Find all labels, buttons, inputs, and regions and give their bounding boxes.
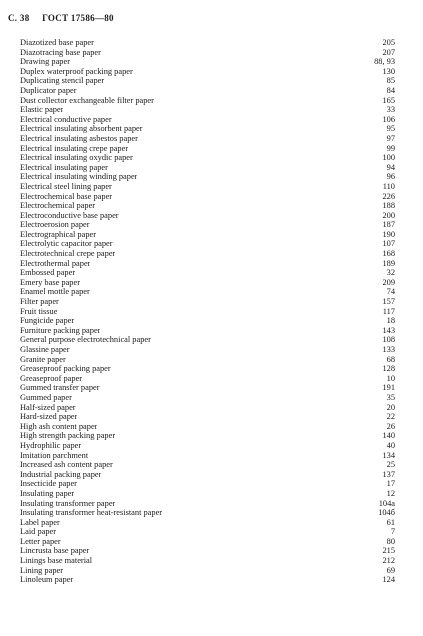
index-entry — [20, 412, 395, 422]
index-entry — [20, 76, 395, 86]
index-entry — [20, 153, 395, 163]
entry-reference-number: 99 — [386, 143, 395, 153]
entry-reference-number: 130 — [382, 66, 395, 76]
index-entry — [20, 124, 395, 134]
index-entry — [20, 383, 395, 393]
index-entry — [20, 144, 395, 154]
index-entry — [20, 422, 395, 432]
index-entry — [20, 546, 395, 556]
entry-term: Gummed transfer paper — [20, 383, 100, 393]
entry-term: Insulating transformer heat-resistant paper — [20, 508, 163, 518]
index-entry — [20, 441, 395, 451]
entry-term: Letter paper — [20, 536, 61, 546]
entry-term: Elastic paper — [20, 105, 64, 115]
index-entry — [20, 355, 395, 365]
entry-term: Duplex waterproof packing paper — [20, 66, 133, 76]
entry-reference-number: 69 — [386, 565, 395, 575]
entry-term: Lincrusta base paper — [20, 546, 90, 556]
entry-reference-number: 96 — [386, 172, 395, 182]
entry-reference-number: 17 — [386, 479, 395, 489]
index-entry — [20, 230, 395, 240]
entry-reference-number: 61 — [386, 517, 395, 527]
entry-reference-number: 117 — [382, 306, 395, 316]
entry-reference-number: 212 — [382, 556, 395, 566]
entry-term: Greaseproof packing paper — [20, 364, 111, 374]
entry-reference-number: 157 — [382, 297, 395, 307]
entry-reference-number: 107 — [382, 239, 395, 249]
entry-term: Filter paper — [20, 297, 59, 307]
entry-term: Electrothermal paper — [20, 258, 91, 268]
index-entry — [20, 57, 395, 67]
index-entry — [20, 345, 395, 355]
entry-term: Electroconductive base paper — [20, 210, 119, 220]
entry-term: Electrographical paper — [20, 229, 97, 239]
entry-term: Electrical insulating absorbent paper — [20, 124, 143, 134]
term-index-list — [20, 38, 395, 585]
entry-term: Linoleum paper — [20, 575, 74, 585]
entry-term: Electroerosion paper — [20, 220, 90, 230]
entry-reference-number: 26 — [386, 421, 395, 431]
entry-reference-number: 84 — [386, 85, 395, 95]
entry-reference-number: 134 — [382, 450, 395, 460]
index-entry — [20, 182, 395, 192]
entry-reference-number: 100 — [382, 153, 395, 163]
index-entry — [20, 499, 395, 509]
index-entry — [20, 48, 395, 58]
entry-term: Electrochemical base paper — [20, 191, 113, 201]
index-entry — [20, 67, 395, 77]
index-entry — [20, 489, 395, 499]
page-number: С. 38 — [8, 13, 30, 23]
entry-reference-number: 137 — [382, 469, 395, 479]
entry-term: Electrical insulating oxydic paper — [20, 153, 133, 163]
entry-term: Emery base paper — [20, 277, 80, 287]
page-header — [8, 13, 114, 23]
entry-reference-number: 95 — [386, 124, 395, 134]
index-entry — [20, 518, 395, 528]
entry-term: Hard-sized paper — [20, 412, 78, 422]
entry-reference-number: 140 — [382, 431, 395, 441]
index-entry — [20, 287, 395, 297]
index-entry — [20, 86, 395, 96]
index-entry — [20, 393, 395, 403]
entry-term: Laid paper — [20, 527, 57, 537]
index-entry — [20, 460, 395, 470]
index-entry — [20, 259, 395, 269]
index-entry — [20, 239, 395, 249]
entry-term: Gummed paper — [20, 392, 72, 402]
standard-code: ГОСТ 17586—80 — [42, 13, 114, 23]
entry-term: Electrolytic capacitor paper — [20, 239, 113, 249]
entry-term: Granite paper — [20, 354, 66, 364]
index-entry — [20, 249, 395, 259]
index-entry — [20, 364, 395, 374]
index-entry — [20, 38, 395, 48]
entry-reference-number: 88, 93 — [374, 57, 395, 67]
entry-term: Increased ash content paper — [20, 460, 113, 470]
entry-term: Linings base material — [20, 556, 93, 566]
index-entry — [20, 537, 395, 547]
index-entry — [20, 326, 395, 336]
index-entry — [20, 431, 395, 441]
entry-term: Electrical insulating winding paper — [20, 172, 138, 182]
entry-term: Electrical steel lining paper — [20, 181, 112, 191]
entry-reference-number: 20 — [386, 402, 395, 412]
entry-term: Duplicator paper — [20, 85, 77, 95]
entry-reference-number: 187 — [382, 220, 395, 230]
entry-term: General purpose electrotechnical paper — [20, 335, 151, 345]
index-entry — [20, 403, 395, 413]
entry-term: Embossed paper — [20, 268, 76, 278]
index-entry — [20, 115, 395, 125]
entry-reference-number: 189 — [382, 258, 395, 268]
index-entry — [20, 172, 395, 182]
entry-reference-number: 74 — [386, 287, 395, 297]
entry-reference-number: 35 — [386, 392, 395, 402]
index-entry — [20, 566, 395, 576]
entry-term: Insulating transformer paper — [20, 498, 116, 508]
entry-term: Duplicating stencil paper — [20, 76, 105, 86]
entry-reference-number: 191 — [382, 383, 395, 393]
entry-reference-number: 85 — [386, 76, 395, 86]
index-entry — [20, 163, 395, 173]
index-entry — [20, 316, 395, 326]
index-entry — [20, 479, 395, 489]
index-entry — [20, 527, 395, 537]
entry-reference-number: 97 — [386, 133, 395, 143]
entry-term: Label paper — [20, 517, 60, 527]
index-entry — [20, 278, 395, 288]
index-entry — [20, 307, 395, 317]
entry-term: Fruit tissue — [20, 306, 58, 316]
entry-reference-number: 94 — [386, 162, 395, 172]
index-entry — [20, 556, 395, 566]
entry-reference-number: 12 — [386, 488, 395, 498]
entry-reference-number: 106 — [382, 114, 395, 124]
entry-reference-number: 110 — [382, 181, 395, 191]
entry-reference-number: 165 — [382, 95, 395, 105]
entry-reference-number: 10 — [386, 373, 395, 383]
entry-term: Dust collector exchangeable filter paper — [20, 95, 154, 105]
entry-term: Enamel mottle paper — [20, 287, 90, 297]
entry-reference-number: 32 — [386, 268, 395, 278]
entry-reference-number: 207 — [382, 47, 395, 57]
entry-reference-number: 40 — [386, 440, 395, 450]
entry-term: Glassine paper — [20, 345, 70, 354]
entry-reference-number: 25 — [386, 460, 395, 470]
entry-reference-number: 215 — [382, 546, 395, 556]
entry-reference-number: 33 — [386, 105, 395, 115]
index-entry — [20, 192, 395, 202]
entry-term: High strength packing paper — [20, 431, 116, 441]
entry-term: Lining paper — [20, 565, 64, 575]
entry-term: Insulating paper — [20, 488, 75, 498]
index-entry — [20, 268, 395, 278]
index-entry — [20, 451, 395, 461]
entry-reference-number: 80 — [386, 536, 395, 546]
entry-reference-number: 104a — [378, 498, 395, 508]
index-entry — [20, 220, 395, 230]
entry-term: Diazotized base paper — [20, 38, 94, 47]
entry-reference-number: 143 — [382, 325, 395, 335]
entry-reference-number: 128 — [382, 364, 395, 374]
index-entry — [20, 211, 395, 221]
entry-term: Insecticide paper — [20, 479, 77, 489]
entry-reference-number: 7 — [390, 527, 395, 537]
entry-term: Electrical conductive paper — [20, 114, 112, 124]
index-entry — [20, 105, 395, 115]
entry-term: Imitation parchment — [20, 450, 89, 460]
entry-reference-number: 226 — [382, 191, 395, 201]
entry-reference-number: 104б — [378, 508, 395, 518]
index-entry — [20, 508, 395, 518]
index-entry — [20, 297, 395, 307]
index-entry — [20, 201, 395, 211]
entry-term: Electrochemical paper — [20, 201, 96, 211]
entry-reference-number: 190 — [382, 229, 395, 239]
entry-reference-number: 68 — [386, 354, 395, 364]
entry-reference-number: 133 — [382, 345, 395, 354]
entry-reference-number: 168 — [382, 249, 395, 259]
entry-term: Diazotracing base paper — [20, 47, 101, 57]
entry-reference-number: 108 — [382, 335, 395, 345]
index-entry — [20, 96, 395, 106]
entry-reference-number: 18 — [386, 316, 395, 326]
entry-term: Greaseproof paper — [20, 373, 83, 383]
entry-term: Electrical insulating asbestos paper — [20, 133, 138, 143]
entry-reference-number: 188 — [382, 201, 395, 211]
entry-term: Half-sized paper — [20, 402, 76, 412]
index-entry — [20, 335, 395, 345]
entry-term: Furniture packing paper — [20, 325, 101, 335]
entry-reference-number: 205 — [382, 38, 395, 47]
index-entry — [20, 374, 395, 384]
index-entry — [20, 575, 395, 585]
index-entry — [20, 470, 395, 480]
entry-term: Electrical insulating crepe paper — [20, 143, 129, 153]
entry-reference-number: 209 — [382, 277, 395, 287]
entry-reference-number: 22 — [386, 412, 395, 422]
entry-term: Drawing paper — [20, 57, 70, 67]
entry-term: High ash content paper — [20, 421, 98, 431]
entry-term: Electrical insulating paper — [20, 162, 108, 172]
entry-term: Industrial packing paper — [20, 469, 102, 479]
entry-reference-number: 200 — [382, 210, 395, 220]
entry-term: Fungicide paper — [20, 316, 75, 326]
index-entry — [20, 134, 395, 144]
entry-term: Electrotechnical crepe paper — [20, 249, 116, 259]
entry-term: Hydrophilic paper — [20, 440, 82, 450]
entry-reference-number: 124 — [382, 575, 395, 585]
